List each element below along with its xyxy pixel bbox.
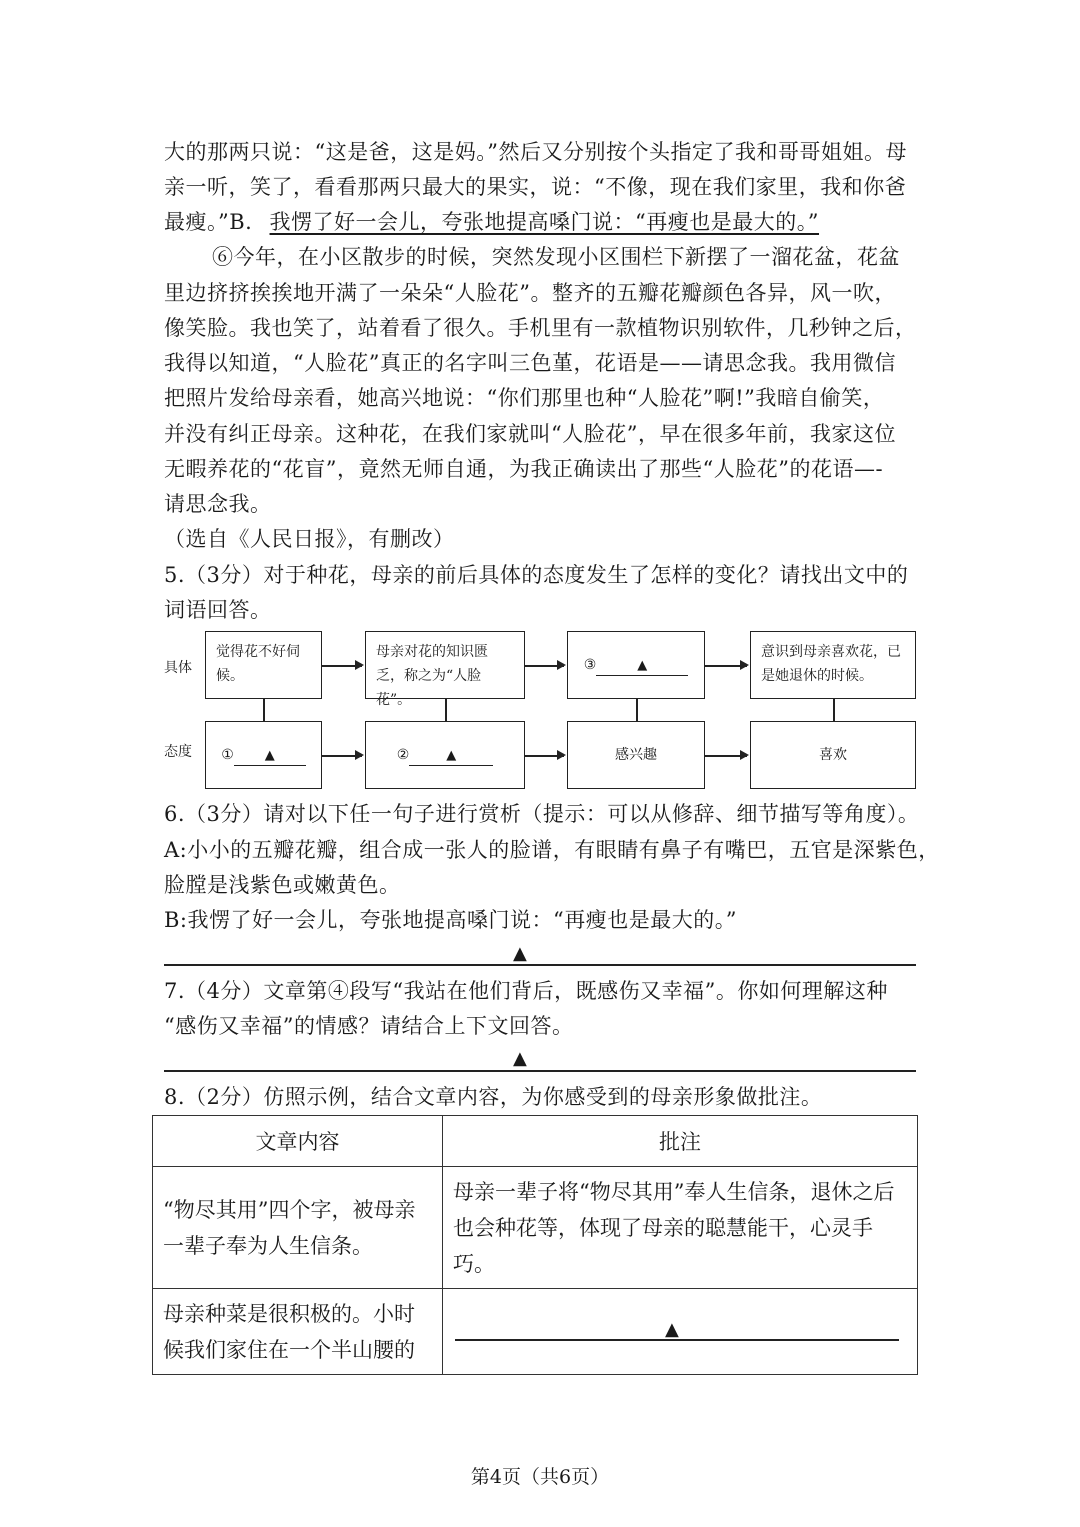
arrow-icon: [322, 665, 362, 667]
flow-box-attitude-4: 喜欢: [750, 721, 916, 789]
example-note-cell: 母亲一辈子将“物尽其用”奉人生信条，退休之后也会种花等，体现了母亲的聪慧能干，心灵手巧。: [443, 1167, 918, 1289]
arrow-icon: [705, 665, 747, 667]
flow-box-attitude-3: 感兴趣: [567, 721, 705, 789]
table-row: [153, 1167, 918, 1289]
row-label-attitude: 态度: [164, 744, 192, 760]
annotation-table: [152, 1115, 918, 1375]
passage-text: 最瘦。”B.: [164, 210, 253, 234]
q6-option-a: 脸膛是浅紫色或嫩黄色。: [164, 873, 401, 897]
blank-number-1: ①: [221, 747, 234, 763]
connector-line: [636, 699, 638, 721]
arrow-icon: [705, 755, 747, 757]
paragraph-6-line: 像笑脸。我也笑了，站着看了很久。手机里有一款植物识别软件，几秒钟之后，: [164, 316, 917, 340]
flow-box-specific-4: 意识到母亲喜欢花，已是她退休的时候。: [750, 631, 916, 699]
paragraph-6-line: ⑥今年，在小区散步的时候，突然发现小区围栏下新摆了一溜花盆，花盆: [212, 245, 900, 269]
paragraph-6-line: 无暇养花的“花盲”，竟然无师自通，为我正确读出了那些“人脸花”的花语—-: [164, 457, 884, 481]
q5-stem: 词语回答。: [164, 598, 272, 622]
flow-box-attitude-1: [205, 721, 322, 789]
blank-number-2: ②: [396, 747, 410, 763]
answer-blank-2[interactable]: [409, 745, 493, 766]
q6-option-b: B:我愣了好一会儿，夸张地提高嗓门说：“再瘦也是最大的。”: [164, 908, 737, 932]
q6-answer-line[interactable]: [164, 964, 916, 966]
paragraph-6-line: 把照片发给母亲看，她高兴地说：“你们那里也种“人脸花”啊!”我暗自偷笑，: [164, 386, 885, 410]
header-article-content: 文章内容: [153, 1116, 443, 1167]
q7-stem: 7.（4分）文章第④段写“我站在他们背后，既感伤又幸福”。你如何理解这种: [164, 979, 888, 1003]
arrow-icon: [322, 755, 362, 757]
connector-line: [833, 699, 835, 721]
arrow-icon: [525, 755, 564, 757]
table-header-row: [153, 1116, 918, 1167]
q6-stem: 6.（3分）请对以下任一句子进行赏析（提示：可以从修辞、细节描写等角度）。: [164, 802, 920, 826]
blank-number-3: ③: [583, 657, 597, 673]
triangle-icon: ▲: [637, 657, 648, 673]
connector-line: [263, 699, 265, 721]
answer-blank-1[interactable]: [234, 745, 306, 766]
q6-option-a: A:小小的五瓣花瓣，组合成一张人的脸谱，有眼睛有鼻子有嘴巴，五官是深紫色，: [164, 838, 940, 862]
row-label-specific: 具体: [164, 660, 192, 676]
answer-blank-3[interactable]: [596, 655, 688, 676]
q5-stem: 5.（3分）对于种花，母亲的前后具体的态度发生了怎样的变化？请找出文中的: [164, 563, 909, 587]
passage-line-b: [164, 207, 819, 237]
flow-box-specific-1: 觉得花不好伺候。: [205, 631, 322, 699]
content-cell: 母亲种菜是很积极的。小时候我们家住在一个半山腰的: [153, 1289, 443, 1375]
flow-box-attitude-2: [365, 721, 525, 789]
underlined-sentence-b: 我愣了好一会儿，夸张地提高嗓门说：“再瘦也是最大的。”: [269, 210, 820, 234]
page-footer: 第4页（共6页）: [470, 1466, 610, 1488]
triangle-icon: ▲: [264, 747, 275, 763]
arrow-icon: [525, 665, 564, 667]
flow-box-specific-3: [567, 631, 705, 699]
passage-line: 大的那两只说：“这是爸，这是妈。”然后又分别按个头指定了我和哥哥姐姐。母: [164, 140, 907, 164]
answer-cell[interactable]: [443, 1289, 918, 1375]
triangle-icon: ▲: [513, 943, 527, 964]
flow-box-specific-2: 母亲对花的知识匮乏，称之为“人脸花”。: [365, 631, 525, 699]
header-annotation: 批注: [443, 1116, 918, 1167]
paragraph-6-line: 请思念我。: [164, 492, 272, 516]
example-content-cell: “物尽其用”四个字，被母亲一辈子奉为人生信条。: [153, 1167, 443, 1289]
q7-stem: “感伤又幸福”的情感？请结合上下文回答。: [164, 1014, 574, 1038]
q8-stem: 8.（2分）仿照示例，结合文章内容，为你感受到的母亲形象做批注。: [164, 1085, 823, 1109]
q7-answer-line[interactable]: [164, 1070, 916, 1072]
paragraph-6-line: 我得以知道，“人脸花”真正的名字叫三色堇，花语是——请思念我。我用微信: [164, 351, 896, 375]
paragraph-6-line: 里边挤挤挨挨地开满了一朵朵“人脸花”。整齐的五瓣花瓣颜色各异，风一吹，: [164, 281, 896, 305]
connector-line: [445, 699, 447, 721]
table-row: [153, 1289, 918, 1375]
passage-line: 亲一听，笑了，看看那两只最大的果实，说：“不像，现在我们家里，我和你爸: [164, 175, 907, 199]
triangle-icon: ▲: [513, 1048, 527, 1069]
source-note: （选自《人民日报》，有删改）: [164, 527, 455, 551]
triangle-icon: ▲: [665, 1319, 679, 1340]
paragraph-6-line: 并没有纠正母亲。这种花，在我们家就叫“人脸花”，早在很多年前，我家这位: [164, 422, 896, 446]
triangle-icon: ▲: [446, 747, 457, 763]
